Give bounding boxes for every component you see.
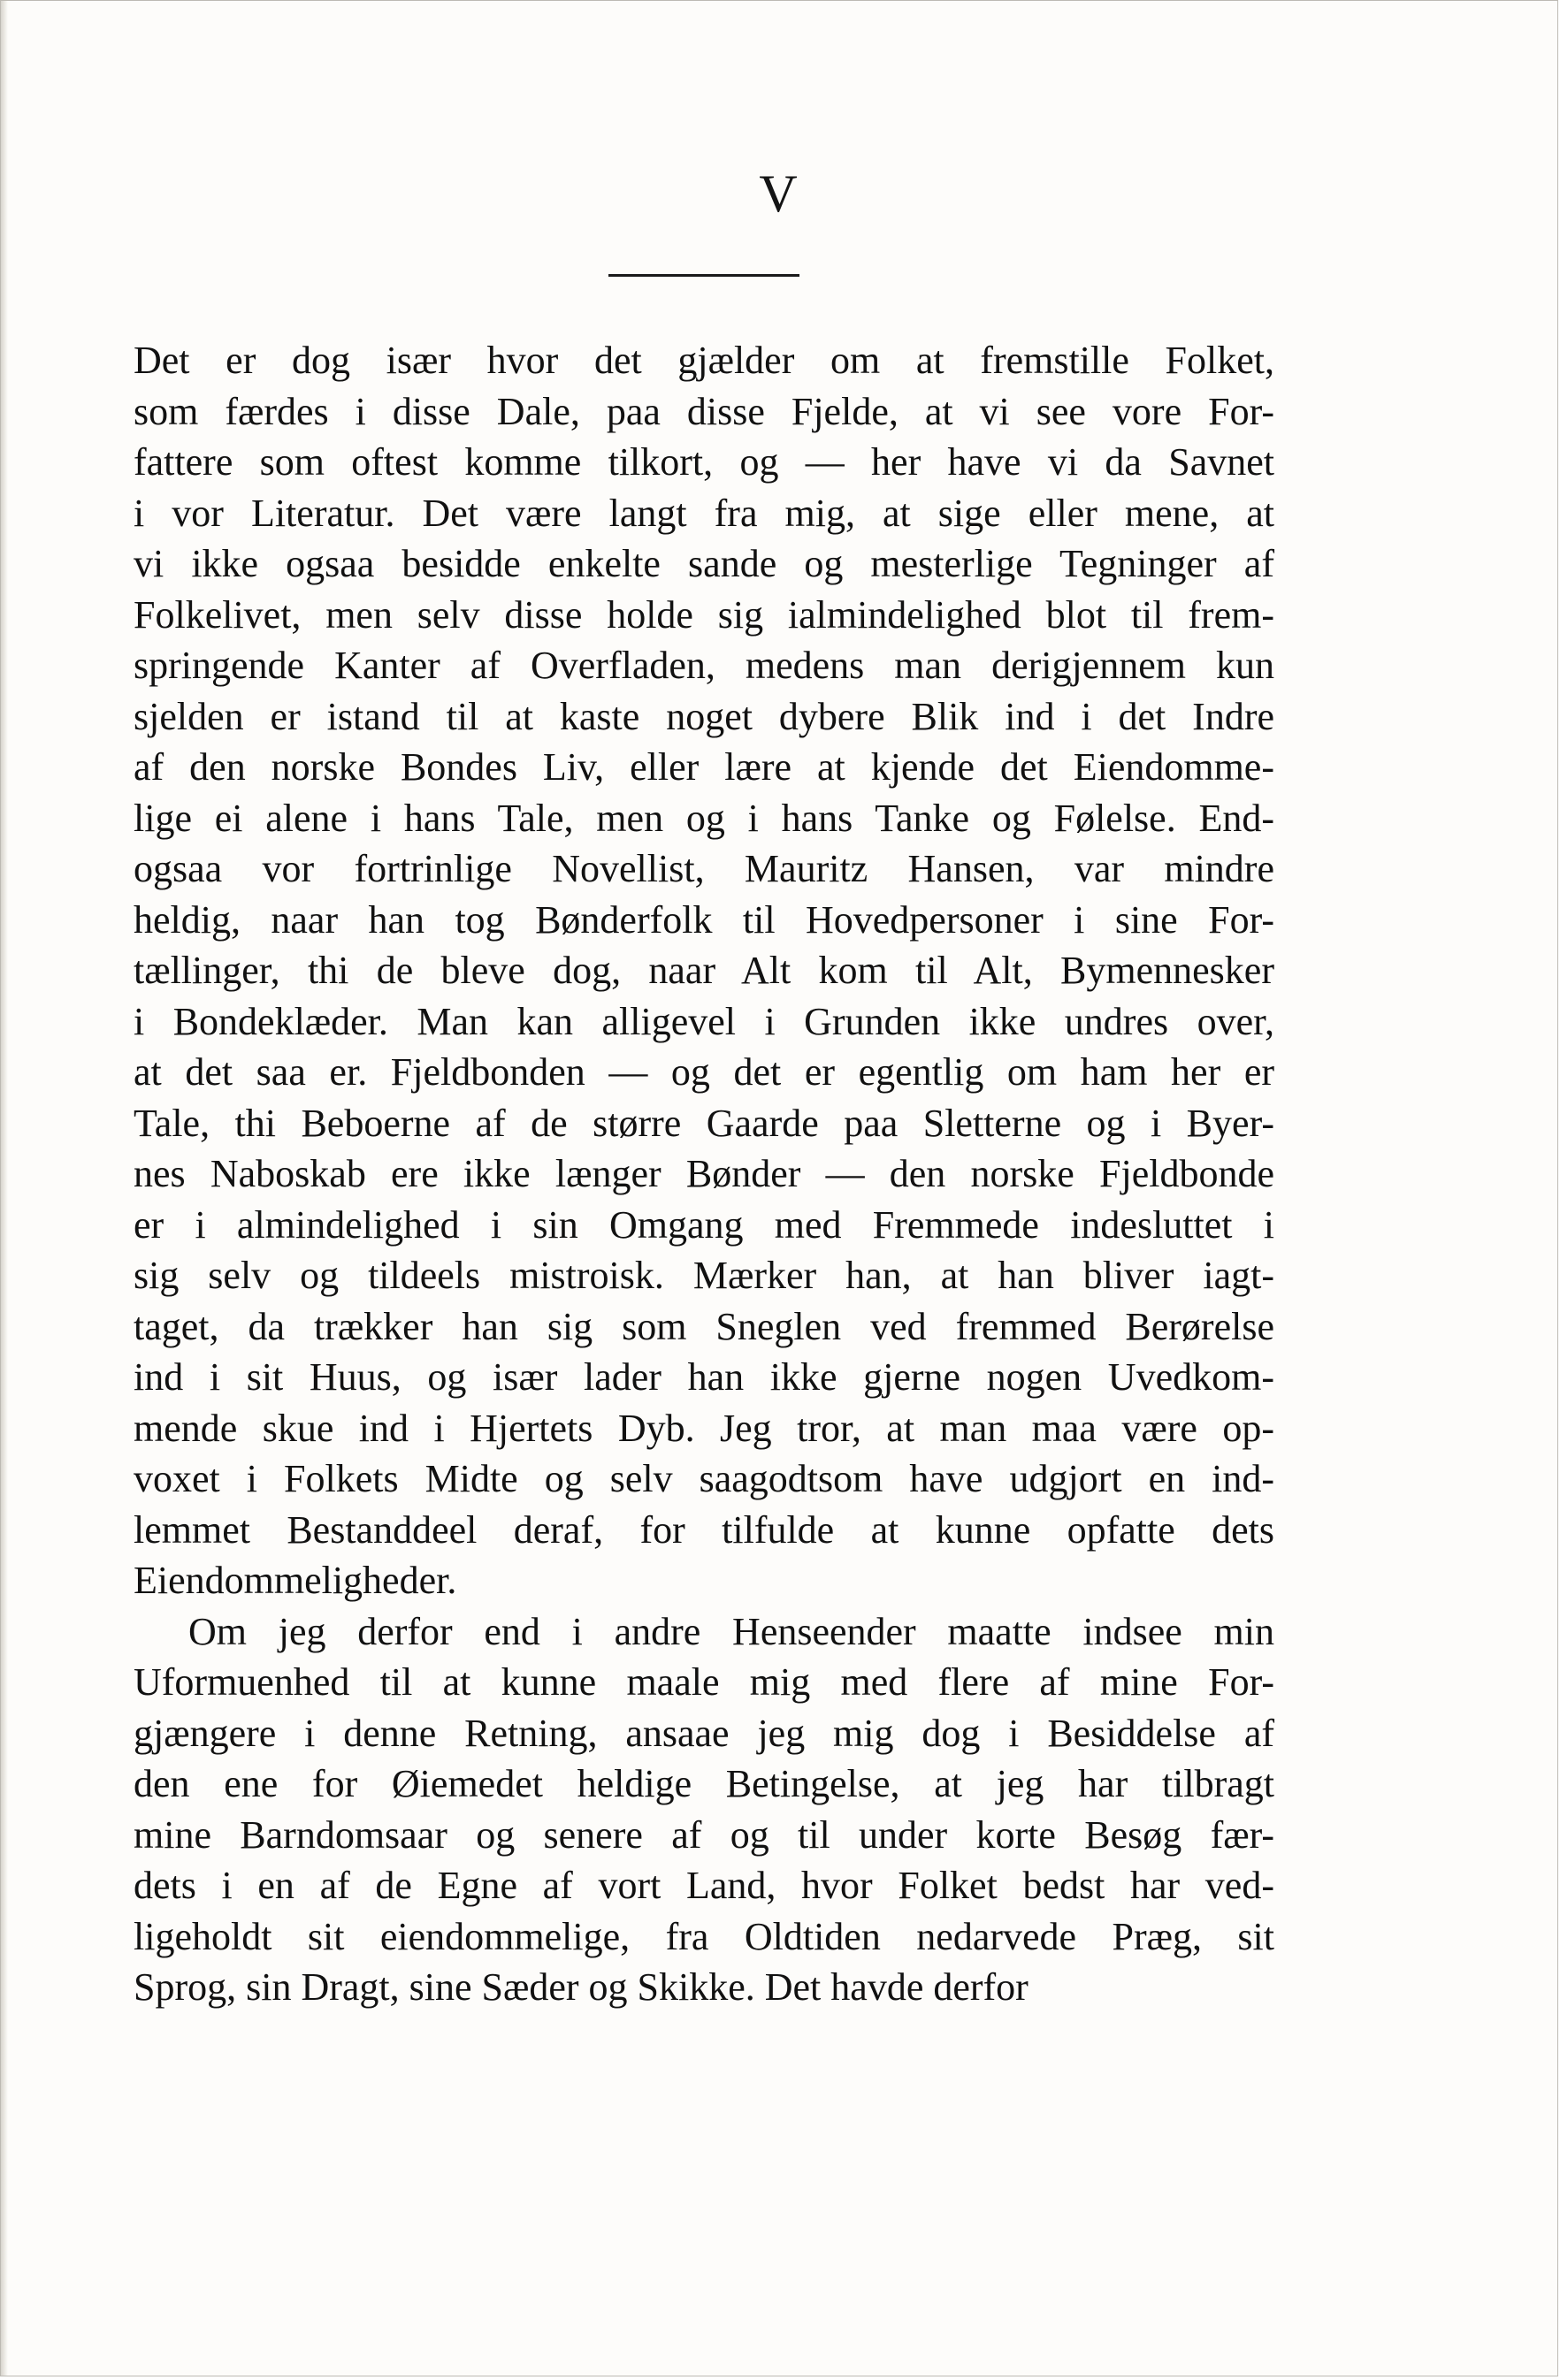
text-line: den ene for Øiemedet heldige Betingelse, at jeg har tilbragt xyxy=(134,1762,1274,1805)
text-line: Tale, thi Beboerne af de større Gaarde paa Sletterne og i Byer- xyxy=(134,1101,1274,1145)
text-line: lemmet Bestanddeel deraf, for tilfulde at kunne opfatte dets xyxy=(134,1507,1274,1552)
text-line: fattere som oftest komme tilkort, og — her have vi da Savnet xyxy=(134,440,1274,484)
text-line: ogsaa vor fortrinlige Novellist, Mauritz Hansen, var mindre xyxy=(134,847,1274,890)
text-line: Folkelivet, men selv disse holde sig ialmindelighed blot til frem- xyxy=(134,592,1274,637)
text-line: lige ei alene i hans Tale, men og i hans Tanke og Følelse. End- xyxy=(134,796,1274,840)
text-line: i Bondeklæder. Man kan alligevel i Grunden ikke undres over, xyxy=(134,999,1274,1043)
text-line: dets i en af de Egne af vort Land, hvor Folket bedst har ved- xyxy=(134,1864,1274,1907)
text-line: Det er dog især hvor det gjælder om at fremstille Folket, xyxy=(134,339,1274,382)
text-line: i vor Literatur. Det være langt fra mig, at sige eller mene, at xyxy=(134,491,1274,535)
text-line: ligeholdt sit eiendommelige, fra Oldtiden nedarvede Præg, sit xyxy=(134,1914,1274,1958)
text-line: vi ikke ogsaa besidde enkelte sande og mesterlige Tegninger af xyxy=(134,542,1274,585)
text-line: mende skue ind i Hjertets Dyb. Jeg tror, at man maa være op- xyxy=(134,1406,1274,1450)
page-edge-shadow xyxy=(1,1,8,2376)
text-line: som færdes i disse Dale, paa disse Fjelde, at vi see vore For- xyxy=(134,389,1274,433)
paragraph-2 xyxy=(134,1606,1274,2013)
chapter-heading: V xyxy=(759,164,799,223)
text-line: nes Naboskab ere ikke længer Bønder — den norske Fjeldbonde xyxy=(134,1152,1274,1195)
text-line: voxet i Folkets Midte og selv saagodtsom have udgjort en ind- xyxy=(134,1457,1274,1500)
text-line: mine Barndomsaar og senere af og til under korte Besøg fær- xyxy=(134,1812,1274,1857)
text-line: heldig, naar han tog Bønderfolk til Hovedpersoner i sine For- xyxy=(134,897,1274,942)
text-line: at det saa er. Fjeldbonden — og det er egentlig om ham her er xyxy=(134,1050,1274,1094)
text-line: sig selv og tildeels mistroisk. Mærker han, at han bliver iagt- xyxy=(134,1254,1274,1297)
text-line: Uformuenhed til at kunne maale mig med flere af mine For- xyxy=(134,1660,1274,1704)
body-text xyxy=(134,335,1274,2013)
text-line: springende Kanter af Overfladen, medens man derigjennem kun xyxy=(134,644,1274,687)
text-line: tællinger, thi de bleve dog, naar Alt kom til Alt, Bymennesker xyxy=(134,949,1274,992)
text-line: er i almindelighed i sin Omgang med Fremmede indesluttet i xyxy=(134,1202,1274,1247)
text-line: ind i sit Huus, og især lader han ikke gjerne nogen Uvedkom- xyxy=(134,1355,1274,1399)
text-line: af den norske Bondes Liv, eller lære at kjende det Eiendomme- xyxy=(134,745,1274,789)
text-line: gjængere i denne Retning, ansaae jeg mig dog i Besiddelse af xyxy=(134,1711,1274,1755)
text-line: sjelden er istand til at kaste noget dybere Blik ind i det Indre xyxy=(134,694,1274,738)
text-line: taget, da trækker han sig som Sneglen ved fremmed Berørelse xyxy=(134,1304,1274,1348)
text-line: Sprog, sin Dragt, sine Sæder og Skikke. Det havde derfor xyxy=(134,1965,1029,2009)
heading-divider xyxy=(608,274,799,277)
text-line: Eiendommeligheder. xyxy=(134,1559,457,1602)
paragraph-1 xyxy=(134,335,1274,1606)
text-line: Om jeg derfor end i andre Henseender maatte indsee min xyxy=(188,1609,1274,1653)
